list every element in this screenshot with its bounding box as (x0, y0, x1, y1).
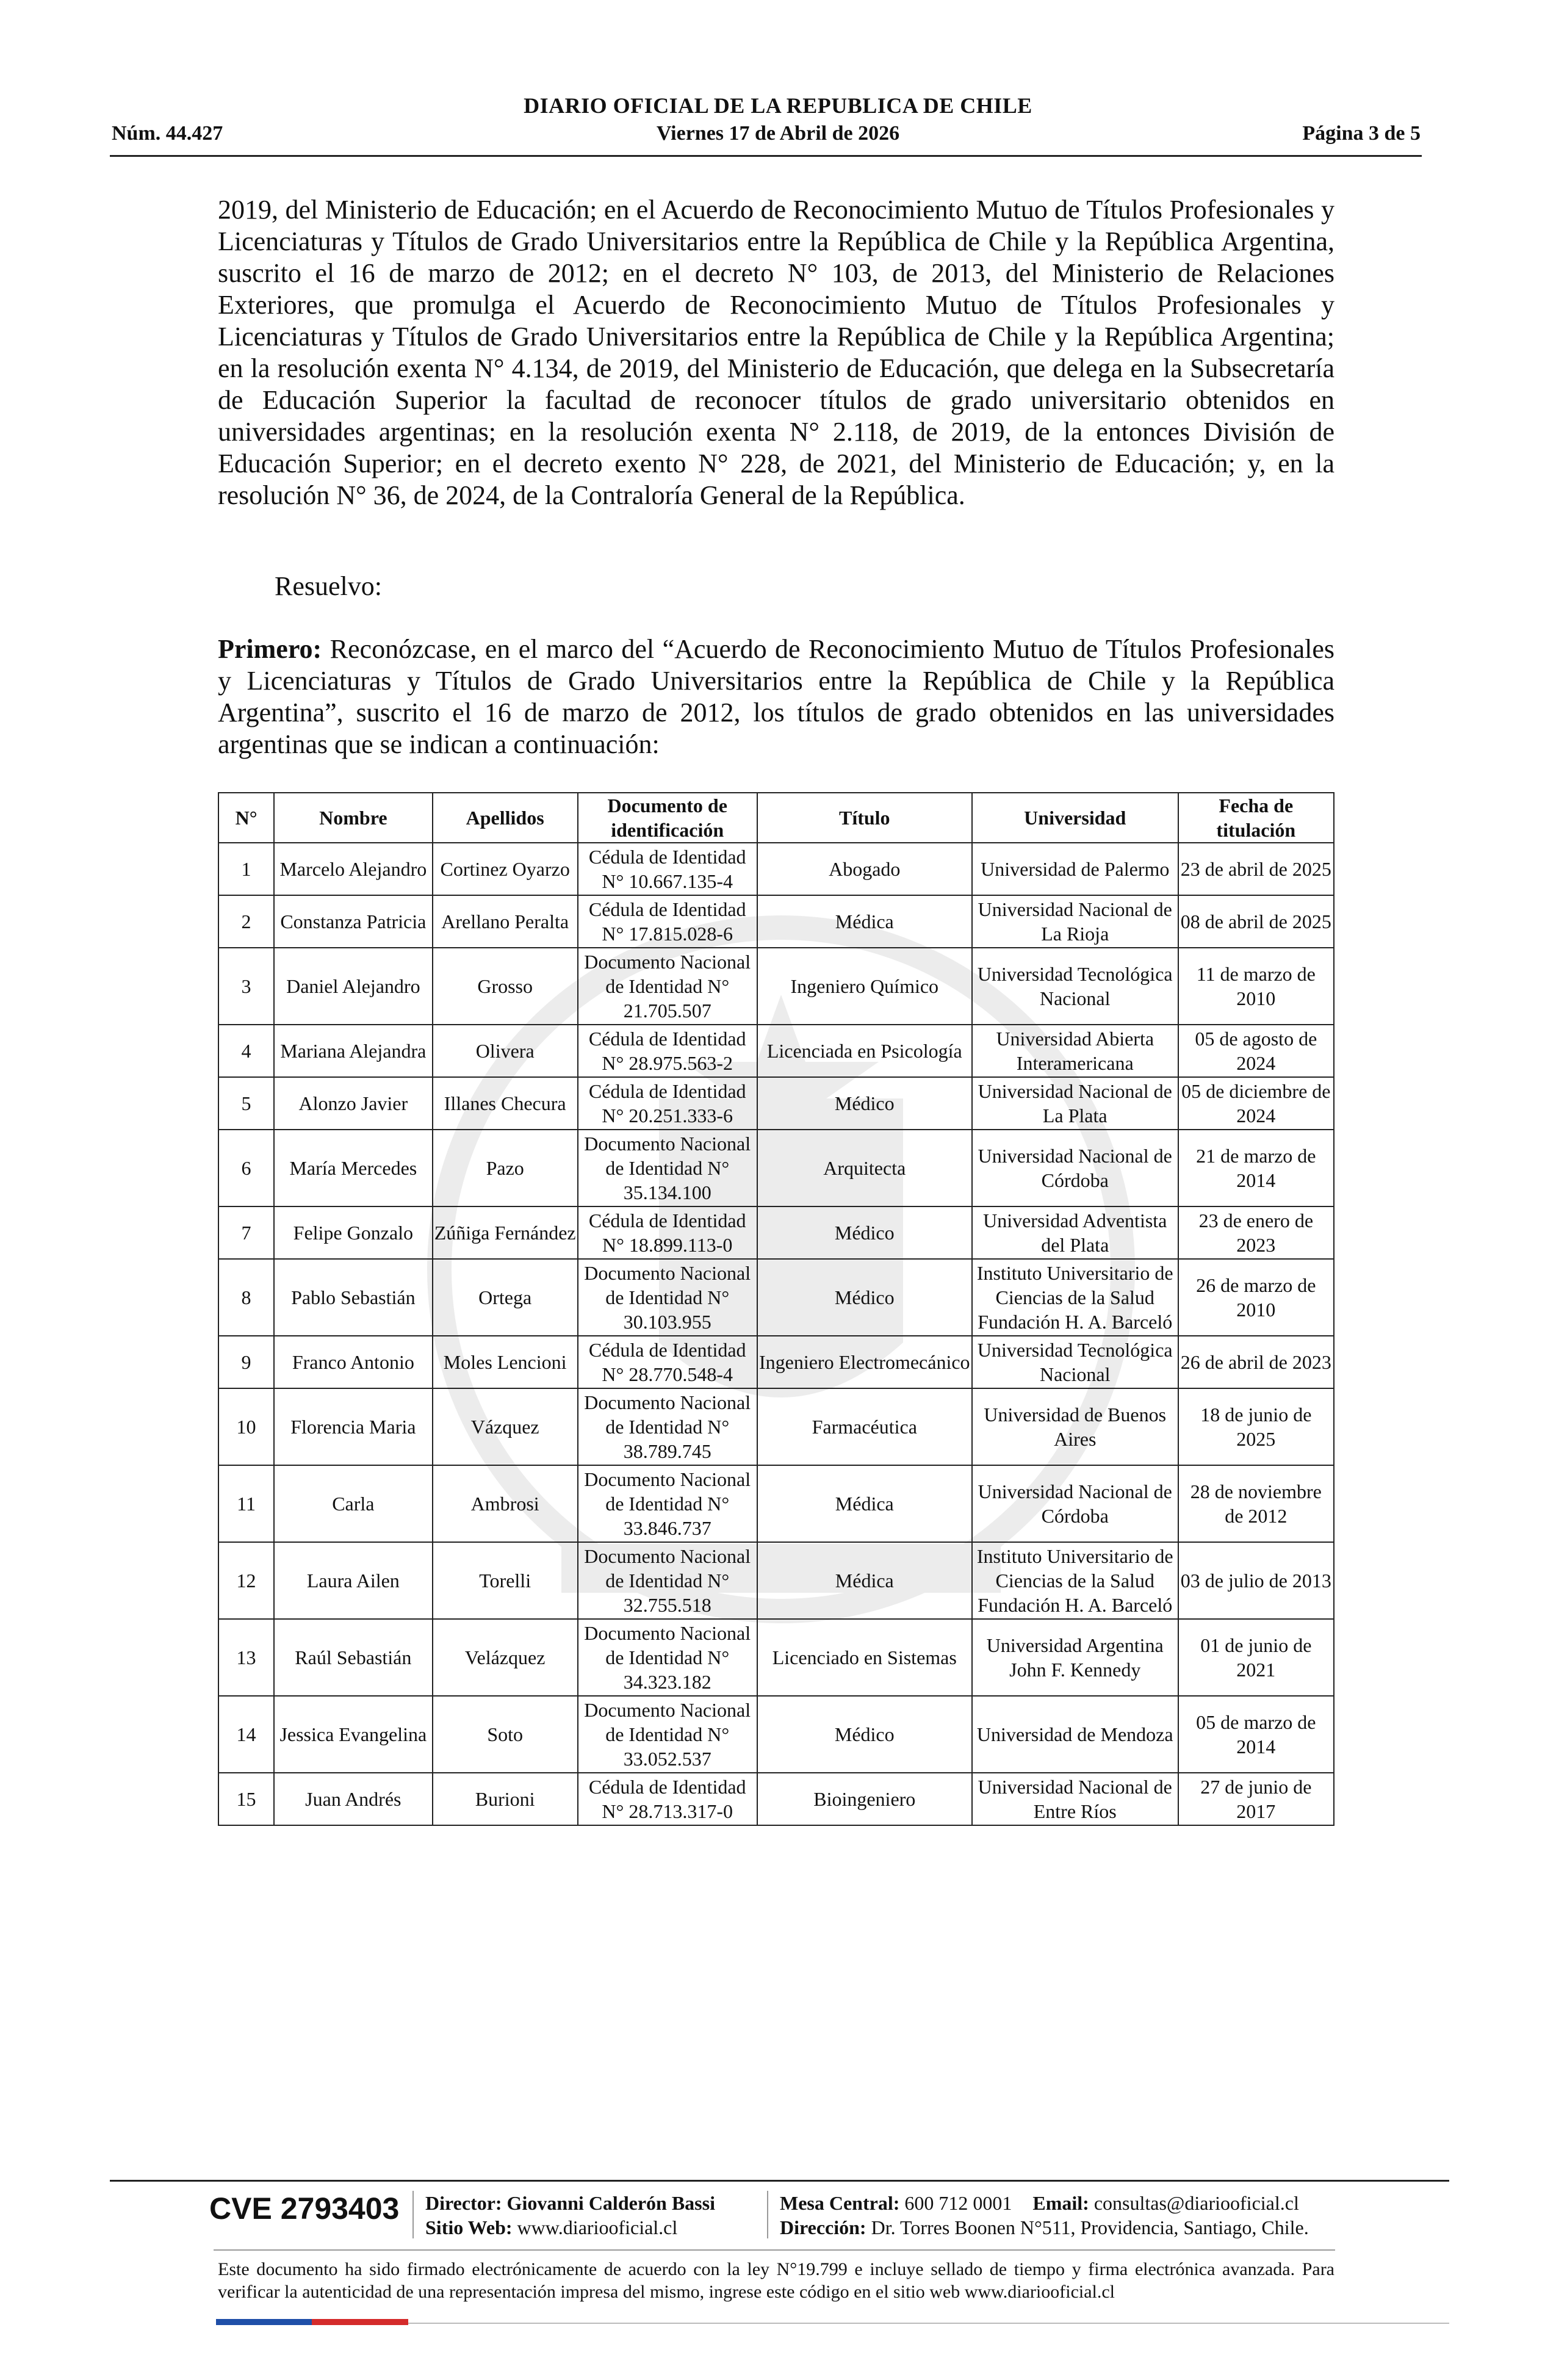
cell-nombre: Constanza Patricia (274, 895, 433, 948)
cell-nombre: Felipe Gonzalo (274, 1206, 433, 1259)
cell-titulo: Médico (757, 1696, 972, 1773)
cell-titulo: Médico (757, 1259, 972, 1336)
cell-n: 6 (218, 1130, 274, 1206)
cell-nombre: Laura Ailen (274, 1542, 433, 1619)
cell-apellidos: Cortinez Oyarzo (433, 843, 578, 895)
cell-n: 10 (218, 1388, 274, 1465)
table-row (218, 1206, 1334, 1259)
cell-fecha: 26 de marzo de 2010 (1178, 1259, 1334, 1336)
cell-apellidos: Grosso (433, 948, 578, 1025)
cell-n: 8 (218, 1259, 274, 1336)
mesa-phone: 600 712 0001 (904, 2192, 1012, 2214)
cell-apellidos: Burioni (433, 1773, 578, 1825)
cell-n: 3 (218, 948, 274, 1025)
cell-apellidos: Olivera (433, 1025, 578, 1077)
cell-titulo: Licenciado en Sistemas (757, 1619, 972, 1696)
cell-nombre: Carla (274, 1465, 433, 1542)
gazette-title: DIARIO OFICIAL DE LA REPUBLICA DE CHILE (524, 93, 1032, 118)
cell-documento: Documento Nacional de Identidad N° 35.134.100 (578, 1130, 757, 1206)
cve-code: CVE 2793403 (209, 2191, 400, 2226)
cell-titulo: Médica (757, 1542, 972, 1619)
cell-universidad: Universidad Nacional de Córdoba (972, 1130, 1178, 1206)
table-row (218, 1336, 1334, 1388)
cell-n: 5 (218, 1077, 274, 1130)
cell-fecha: 27 de junio de 2017 (1178, 1773, 1334, 1825)
cell-titulo: Licenciada en Psicología (757, 1025, 972, 1077)
director-label: Director: (425, 2192, 502, 2214)
cell-apellidos: Vázquez (433, 1388, 578, 1465)
cell-nombre: Marcelo Alejandro (274, 843, 433, 895)
table-row (218, 1130, 1334, 1206)
cell-universidad: Universidad de Mendoza (972, 1696, 1178, 1773)
cell-documento: Cédula de Identidad N° 28.770.548-4 (578, 1336, 757, 1388)
email-link[interactable]: consultas@diariooficial.cl (1093, 2192, 1299, 2214)
cell-n: 13 (218, 1619, 274, 1696)
table-row (218, 1773, 1334, 1825)
email-label: Email: (1032, 2192, 1089, 2214)
flag-stripe-red (312, 2319, 408, 2325)
footer-separator (767, 2191, 768, 2238)
cell-fecha: 08 de abril de 2025 (1178, 895, 1334, 948)
cell-apellidos: Pazo (433, 1130, 578, 1206)
cell-apellidos: Velázquez (433, 1619, 578, 1696)
cell-fecha: 21 de marzo de 2014 (1178, 1130, 1334, 1206)
table-row (218, 1259, 1334, 1336)
table-row (218, 1025, 1334, 1077)
cell-n: 4 (218, 1025, 274, 1077)
cell-documento: Documento Nacional de Identidad N° 21.705.507 (578, 948, 757, 1025)
issue-date: Viernes 17 de Abril de 2026 (656, 122, 900, 145)
cell-nombre: Juan Andrés (274, 1773, 433, 1825)
table-row (218, 1077, 1334, 1130)
cell-fecha: 18 de junio de 2025 (1178, 1388, 1334, 1465)
cell-universidad: Universidad Nacional de Entre Ríos (972, 1773, 1178, 1825)
cell-nombre: Alonzo Javier (274, 1077, 433, 1130)
footer-divider-secondary (214, 2249, 1335, 2251)
cell-titulo: Médico (757, 1206, 972, 1259)
cell-universidad: Universidad Nacional de La Rioja (972, 895, 1178, 948)
address: Dr. Torres Boonen N°511, Providencia, Santiago, Chile. (871, 2216, 1309, 2238)
table-row (218, 843, 1334, 895)
cell-titulo: Médica (757, 895, 972, 948)
cell-titulo: Ingeniero Químico (757, 948, 972, 1025)
header-apellidos: Apellidos (433, 793, 578, 843)
cell-nombre: Jessica Evangelina (274, 1696, 433, 1773)
cell-universidad: Universidad Nacional de La Plata (972, 1077, 1178, 1130)
footer-director-block (425, 2191, 715, 2240)
issue-number: Núm. 44.427 (112, 122, 223, 145)
web-label: Sitio Web: (425, 2216, 513, 2238)
cell-titulo: Arquitecta (757, 1130, 972, 1206)
cell-fecha: 05 de agosto de 2024 (1178, 1025, 1334, 1077)
cell-apellidos: Ambrosi (433, 1465, 578, 1542)
cell-documento: Cédula de Identidad N° 28.975.563-2 (578, 1025, 757, 1077)
resuelvo-heading: Resuelvo: (275, 571, 382, 601)
cell-nombre: Franco Antonio (274, 1336, 433, 1388)
cell-documento: Cédula de Identidad N° 18.899.113-0 (578, 1206, 757, 1259)
table-row (218, 1619, 1334, 1696)
cell-documento: Documento Nacional de Identidad N° 33.052.537 (578, 1696, 757, 1773)
header-documento: Documento de identificación (578, 793, 757, 843)
primero-label: Primero: (218, 634, 322, 664)
cell-apellidos: Moles Lencioni (433, 1336, 578, 1388)
cell-universidad: Universidad de Buenos Aires (972, 1388, 1178, 1465)
table-row (218, 948, 1334, 1025)
cell-fecha: 23 de enero de 2023 (1178, 1206, 1334, 1259)
cell-titulo: Médica (757, 1465, 972, 1542)
cell-nombre: Raúl Sebastián (274, 1619, 433, 1696)
header-nombre: Nombre (274, 793, 433, 843)
cell-nombre: Pablo Sebastián (274, 1259, 433, 1336)
footer-contact-block (780, 2191, 1309, 2240)
cell-n: 2 (218, 895, 274, 948)
cell-titulo: Bioingeniero (757, 1773, 972, 1825)
recognized-titles-table (218, 792, 1334, 1826)
cell-universidad: Instituto Universitario de Ciencias de la Salud Fundación H. A. Barceló (972, 1542, 1178, 1619)
cell-documento: Documento Nacional de Identidad N° 38.789.745 (578, 1388, 757, 1465)
cell-nombre: Florencia Maria (274, 1388, 433, 1465)
considerations-paragraph: 2019, del Ministerio de Educación; en el Acuerdo de Reconocimiento Mutuo de Títulos Profesionales y Licenciaturas y Títulos de Grado Universitarios entre la República de Chile y la República Argentina, suscrito el 16 de marzo de 2012; en el decreto N° 103, de 2013, del Ministerio de Relaciones Exteriores, que promulga el Acuerdo de Reconocimiento Mutuo de Títulos Profesionales y Licenciaturas y Títulos de Grado Universitarios entre la República de Chile y la República Argentina; en la resolución exenta N° 4.134, de 2019, del Ministerio de Educación, que delega en la Subsecretaría de Educación Superior la facultad de reconocer títulos de grado universitario obtenidos en universidades argentinas; en la resolución exenta N° 2.118, de 2019, de la entonces División de Educación Superior; en el decreto exento N° 228, de 2021, del Ministerio de Educación; y, en la resolución N° 36, de 2024, de la Contraloría General de la República. (218, 195, 1334, 510)
cell-n: 11 (218, 1465, 274, 1542)
table-header-row (218, 793, 1334, 843)
cell-documento: Cédula de Identidad N° 10.667.135-4 (578, 843, 757, 895)
cell-titulo: Abogado (757, 843, 972, 895)
cell-apellidos: Illanes Checura (433, 1077, 578, 1130)
cell-n: 7 (218, 1206, 274, 1259)
cell-universidad: Universidad de Palermo (972, 843, 1178, 895)
cell-fecha: 26 de abril de 2023 (1178, 1336, 1334, 1388)
cell-apellidos: Zúñiga Fernández (433, 1206, 578, 1259)
cell-documento: Cédula de Identidad N° 20.251.333-6 (578, 1077, 757, 1130)
cell-titulo: Médico (757, 1077, 972, 1130)
cell-nombre: Daniel Alejandro (274, 948, 433, 1025)
cell-universidad: Universidad Argentina John F. Kennedy (972, 1619, 1178, 1696)
cell-fecha: 28 de noviembre de 2012 (1178, 1465, 1334, 1542)
cell-documento: Documento Nacional de Identidad N° 30.103.955 (578, 1259, 757, 1336)
cell-universidad: Universidad Tecnológica Nacional (972, 948, 1178, 1025)
cell-universidad: Universidad Nacional de Córdoba (972, 1465, 1178, 1542)
cell-titulo: Farmacéutica (757, 1388, 972, 1465)
header-titulo: Título (757, 793, 972, 843)
header-fecha: Fecha de titulación (1178, 793, 1334, 843)
primero-paragraph (218, 633, 1334, 760)
cell-universidad: Universidad Abierta Interamericana (972, 1025, 1178, 1077)
direccion-label: Dirección: (780, 2216, 866, 2238)
cell-titulo: Ingeniero Electromecánico (757, 1336, 972, 1388)
legal-notice: Este documento ha sido firmado electrónicamente de acuerdo con la ley N°19.799 e incluye sellado de tiempo y firma electrónica avanzada. Para verificar la autenticidad de una representación impresa del mismo, ingrese este código en el sitio web www.diariooficial.cl (218, 2259, 1334, 2302)
director-name: Giovanni Calderón Bassi (506, 2192, 715, 2214)
cell-fecha: 05 de diciembre de 2024 (1178, 1077, 1334, 1130)
footer-divider (110, 2180, 1449, 2182)
cell-apellidos: Ortega (433, 1259, 578, 1336)
cell-universidad: Instituto Universitario de Ciencias de la Salud Fundación H. A. Barceló (972, 1259, 1178, 1336)
website-link[interactable]: www.diariooficial.cl (517, 2216, 678, 2238)
cell-nombre: Mariana Alejandra (274, 1025, 433, 1077)
cell-n: 1 (218, 843, 274, 895)
cell-fecha: 11 de marzo de 2010 (1178, 948, 1334, 1025)
cell-apellidos: Arellano Peralta (433, 895, 578, 948)
cell-n: 9 (218, 1336, 274, 1388)
cell-documento: Documento Nacional de Identidad N° 32.755.518 (578, 1542, 757, 1619)
table-row (218, 1542, 1334, 1619)
cell-n: 14 (218, 1696, 274, 1773)
cell-documento: Cédula de Identidad N° 28.713.317-0 (578, 1773, 757, 1825)
header-universidad: Universidad (972, 793, 1178, 843)
footer-separator (412, 2191, 414, 2238)
cell-fecha: 03 de julio de 2013 (1178, 1542, 1334, 1619)
cell-documento: Documento Nacional de Identidad N° 34.323.182 (578, 1619, 757, 1696)
cell-n: 15 (218, 1773, 274, 1825)
table-row (218, 895, 1334, 948)
page-indicator: Página 3 de 5 (1302, 122, 1421, 145)
mesa-label: Mesa Central: (780, 2192, 900, 2214)
cell-universidad: Universidad Tecnológica Nacional (972, 1336, 1178, 1388)
flag-stripe-line (408, 2323, 1449, 2324)
cell-n: 12 (218, 1542, 274, 1619)
table-row (218, 1465, 1334, 1542)
cell-documento: Cédula de Identidad N° 17.815.028-6 (578, 895, 757, 948)
cell-fecha: 23 de abril de 2025 (1178, 843, 1334, 895)
cell-universidad: Universidad Adventista del Plata (972, 1206, 1178, 1259)
cell-fecha: 01 de junio de 2021 (1178, 1619, 1334, 1696)
table-row (218, 1696, 1334, 1773)
flag-stripe-blue (216, 2319, 312, 2325)
cell-fecha: 05 de marzo de 2014 (1178, 1696, 1334, 1773)
cell-nombre: María Mercedes (274, 1130, 433, 1206)
header-divider (110, 155, 1422, 157)
cell-documento: Documento Nacional de Identidad N° 33.846.737 (578, 1465, 757, 1542)
cell-apellidos: Torelli (433, 1542, 578, 1619)
cell-apellidos: Soto (433, 1696, 578, 1773)
table-row (218, 1388, 1334, 1465)
header-n: N° (218, 793, 274, 843)
primero-text: Reconózcase, en el marco del “Acuerdo de Reconocimiento Mutuo de Títulos Profesionales y Licenciaturas y Títulos de Grado Universitarios entre la República de Chile y la República Argentina”, suscrito el 16 de marzo de 2012, los títulos de grado obtenidos en las universidades argentinas que se indican a continuación: (218, 634, 1335, 759)
